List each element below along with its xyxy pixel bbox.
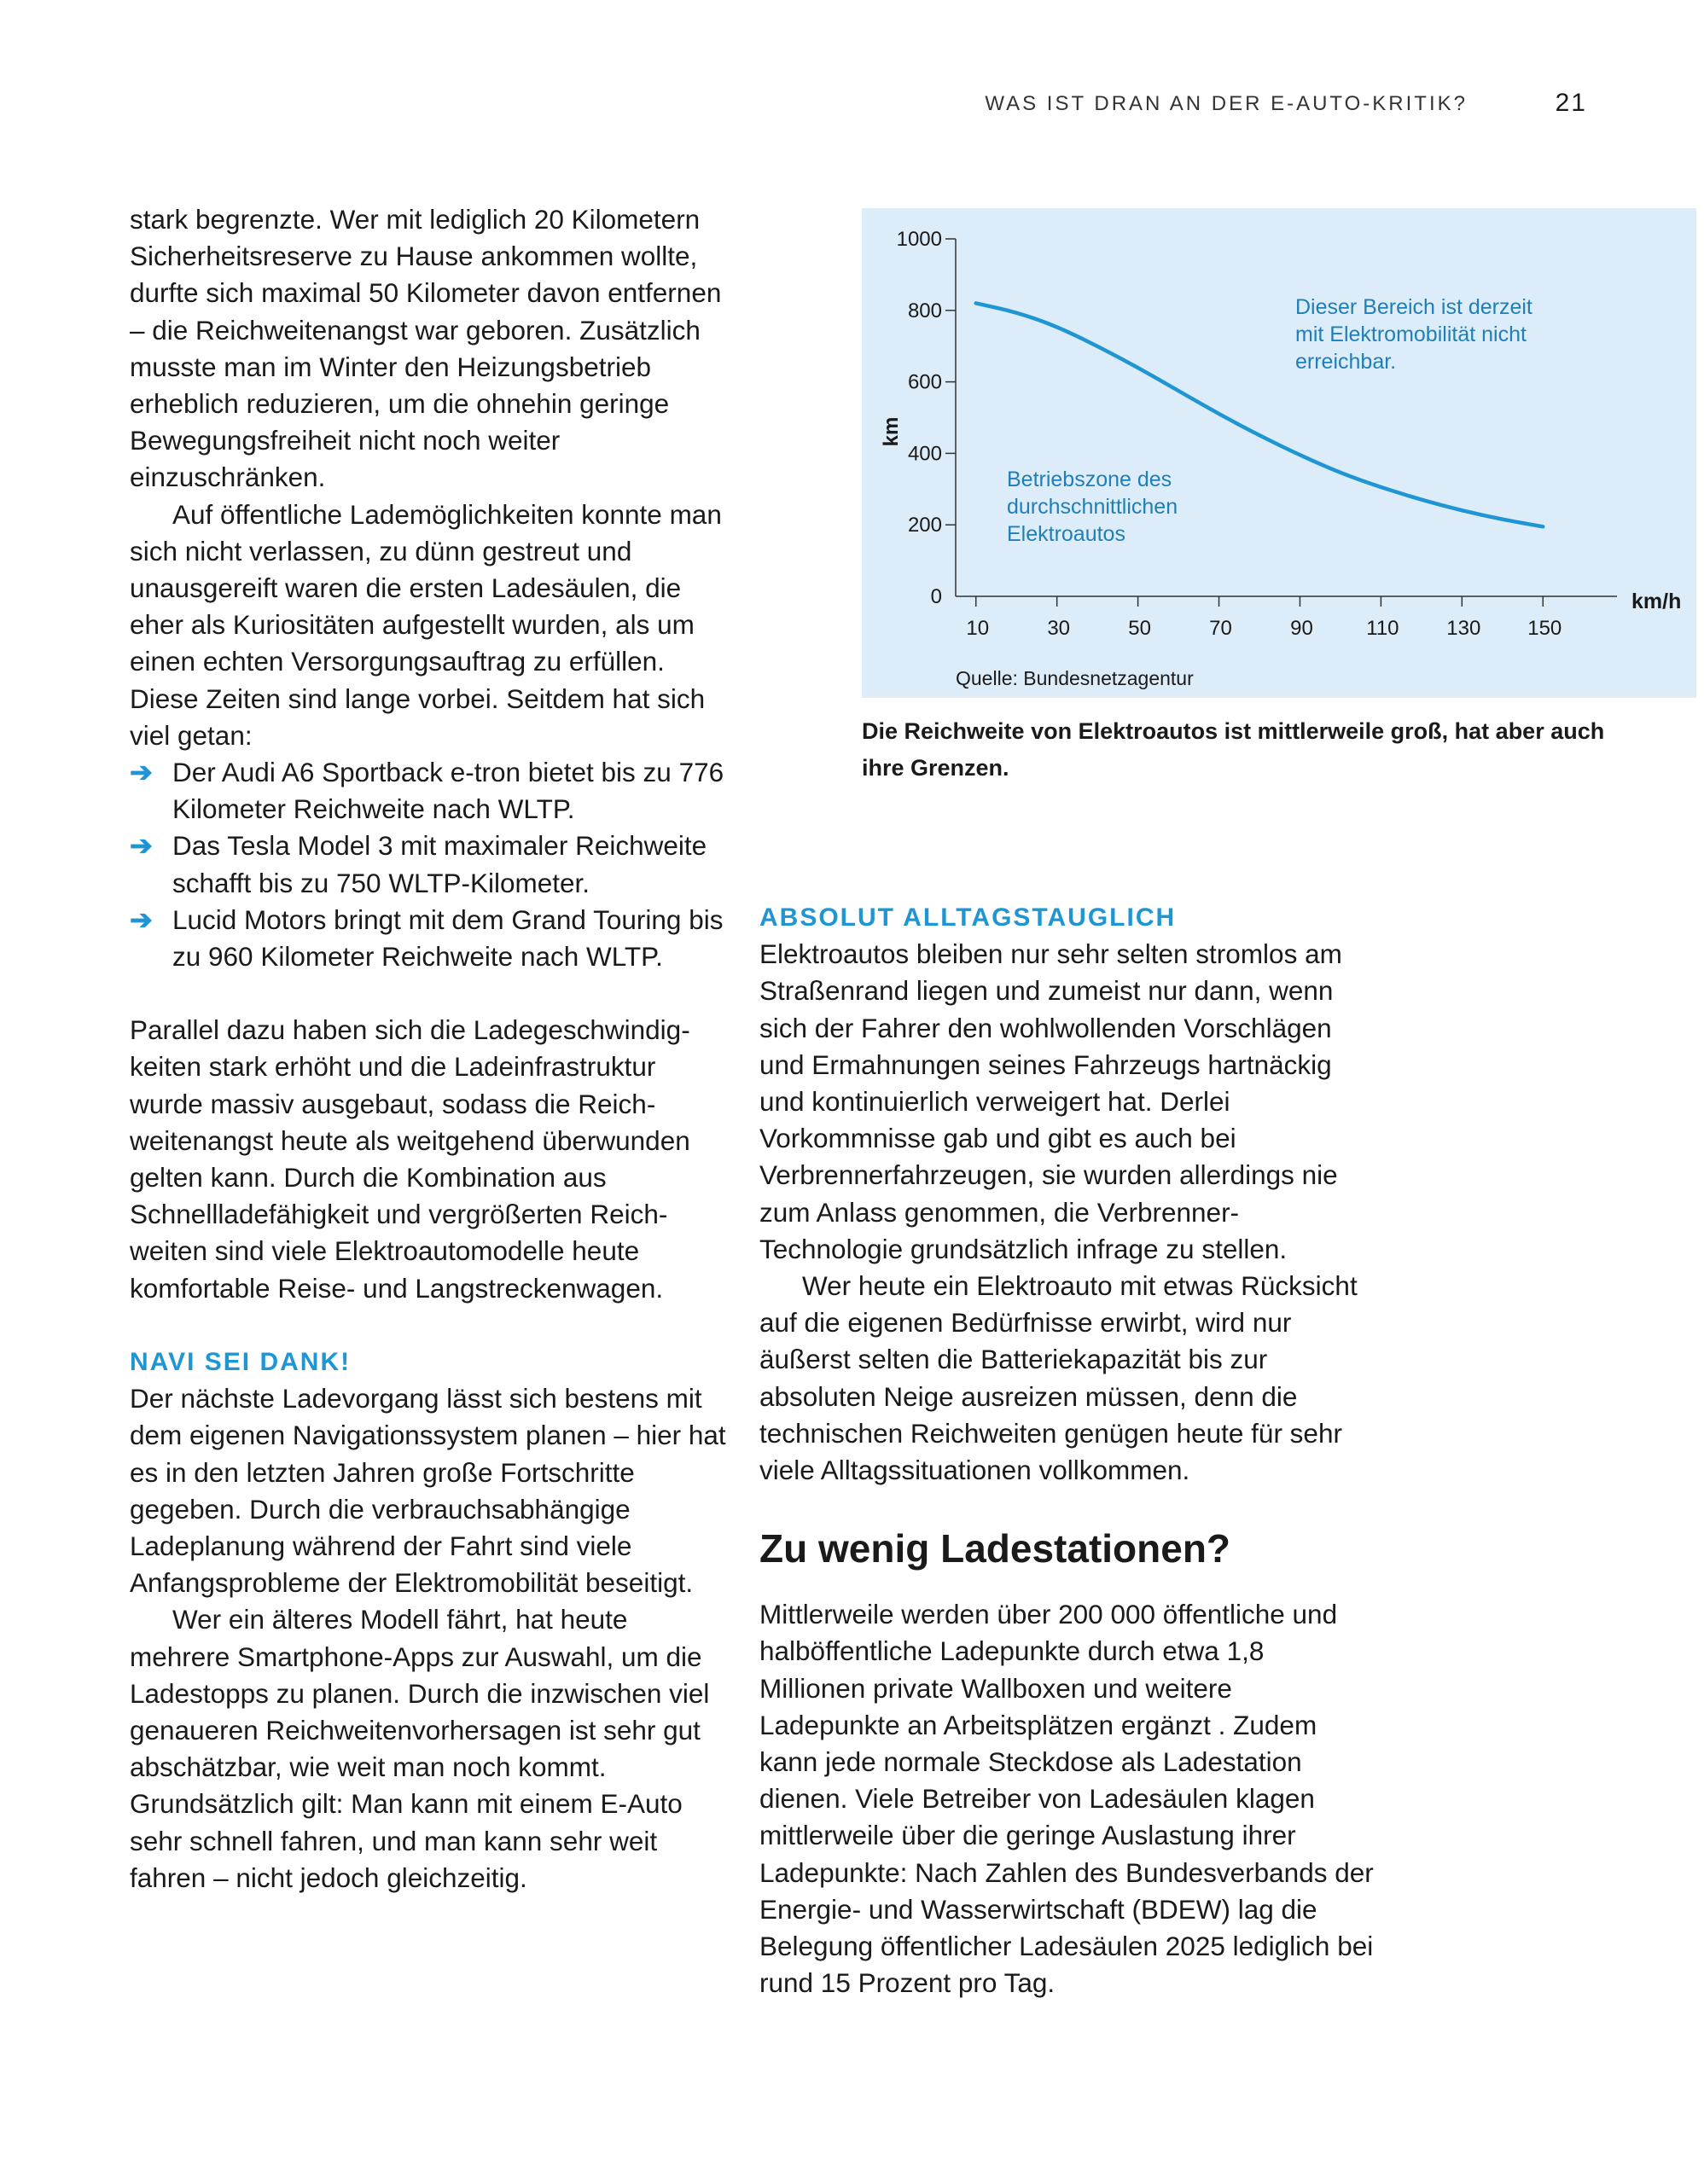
- y-axis-label: km: [880, 416, 903, 447]
- right-column: [759, 899, 1374, 2001]
- paragraph: Der nächste Ladevorgang lässt sich bestens mit dem eigenen Navigationssystem planen – hier hat es in den letzten Jahren große Fortschritte gegeben. Durch die verbrauchsabhängige Ladeplanung während der Fahrt sind viele Anfangsprobleme der Elektromobilität beseitigt.: [130, 1383, 726, 1599]
- y-tick-label: 0: [930, 585, 942, 608]
- subheading: ABSOLUT ALLTAGSTAUGLICH: [759, 903, 1177, 932]
- x-tick-label: 30: [1047, 617, 1071, 640]
- arrow-right-icon: ➔: [130, 903, 153, 935]
- y-tick-label: 800: [907, 299, 942, 322]
- list-item: [130, 902, 727, 975]
- section-heading: Zu wenig Ladestationen?: [759, 1526, 1231, 1571]
- y-tick-label: 1000: [896, 228, 942, 251]
- list-item-text: Das Tesla Model 3 mit maximaler Reichweite schafft bis zu 750 WLTP-Kilometer.: [172, 830, 707, 898]
- annotation-operating-zone: [1007, 468, 1178, 546]
- x-tick-label: 90: [1290, 617, 1313, 640]
- x-tick-label: 130: [1446, 617, 1481, 640]
- paragraph: Wer heute ein Elektroauto mit etwas Rücksicht auf die eigenen Bedürfnisse erwirbt, wird nur äußerst selten die Batteriekapazität bis zur absoluten Neige ausreizen müssen, denn die technischen Reichweiten genügen heute für sehr viele Alltagssituationen vollkommen.: [759, 1270, 1358, 1486]
- arrow-right-icon: ➔: [130, 830, 153, 862]
- x-tick-label: 150: [1527, 617, 1562, 640]
- annotation-line: mit Elektromobilität nicht: [1295, 322, 1527, 346]
- annotation-line: Betriebszone des: [1007, 468, 1172, 491]
- annotation-line: durchschnittlichen: [1007, 495, 1178, 519]
- x-tick-label: 110: [1366, 617, 1399, 640]
- x-tick-label: 70: [1209, 617, 1232, 640]
- annotation-line: Elektroautos: [1007, 522, 1125, 546]
- paragraph: Parallel dazu haben sich die Ladegeschwindigkeiten stark erhöht und die Ladeinfrastruktur wurde massiv ausgebaut, sodass die Reichweitenangst heute als weitgehend überwunden gelten kann. Durch die Kombination aus Schnellladefähigkeit und vergrößerten Reichweiten sind viele Elektroautomodelle heute komfortable Reise- und Langstreckenwagen.: [130, 1014, 690, 1304]
- subheading: NAVI SEI DANK!: [130, 1347, 352, 1376]
- page-number: 21: [1555, 89, 1587, 117]
- list-item: [130, 828, 727, 901]
- y-tick-label: 600: [907, 370, 942, 394]
- annotation-line: Dieser Bereich ist derzeit: [1295, 295, 1532, 319]
- x-tick-label: 50: [1128, 617, 1151, 640]
- list-item-text: Lucid Motors bringt mit dem Grand Touring bis zu 960 Kilometer Reichweite nach WLTP.: [172, 903, 724, 973]
- figure-caption: Die Reichweite von Elektroautos ist mittlerweile groß, hat aber auch ihre Grenzen.: [862, 718, 1605, 781]
- arrow-right-icon: ➔: [130, 757, 153, 788]
- left-column: [130, 201, 727, 1896]
- chart-svg: [862, 208, 1696, 698]
- paragraph: Wer ein älteres Modell fährt, hat heute mehrere Smartphone-Apps zur Auswahl, um die Ladestopps zu planen. Durch die inzwischen viel genaueren Reichweitenvorhersagen ist sehr gut abschätzbar, wie weit man noch kommt. Grundsätzlich gilt: Man kann mit einem E-Auto sehr schnell fahren, und man kann sehr weit fahren – nicht jedoch gleichzeitig.: [130, 1604, 710, 1893]
- running-head: WAS IST DRAN AN DER E-AUTO-KRITIK?: [985, 92, 1468, 115]
- list-item-text: Der Audi A6 Sportback e-tron bietet bis zu 776 Kilometer Reichweite nach WLTP.: [172, 757, 724, 825]
- paragraph: Elektroautos bleiben nur sehr selten stromlos am Straßenrand liegen und zumeist nur dann, wenn sich der Fahrer den wohlwollenden Vorschlägen und Ermahnungen seines Fahrzeugs hartnäckig und kontinuierlich verweigert hat. Derlei Vorkommnisse gab und gibt es auch bei Verbrennerfahrzeugen, sie wurden allerdings nie zum Anlass genommen, die Verbrenner-Technologie grundsätzlich infrage zu stellen.: [759, 938, 1342, 1264]
- y-tick-label: 400: [907, 442, 942, 466]
- x-tick-label: 10: [966, 617, 990, 640]
- paragraph: Auf öffentliche Lademöglichkeiten konnte man sich nicht verlassen, zu dünn gestreut und unausgereift waren die ersten Ladesäulen, die eher als Kuriositäten aufgestellt wurden, als um einen echten Versorgungsauftrag zu erfüllen. Diese Zeiten sind lange vorbei. Seitdem hat sich viel getan:: [130, 498, 722, 751]
- bullet-list: [130, 754, 727, 975]
- annotation-unreachable: [1295, 295, 1532, 374]
- annotation-line: erreichbar.: [1295, 350, 1397, 374]
- chart-source: Quelle: Bundesnetzagentur: [956, 667, 1194, 689]
- x-axis-label: km/h: [1631, 590, 1682, 613]
- y-tick-label: 200: [907, 514, 942, 537]
- range-chart: [862, 208, 1696, 698]
- paragraph: stark begrenzte. Wer mit lediglich 20 Kilometern Sicherheitsreserve zu Hause ankommen wollte, durfte sich maximal 50 Kilometer davon entfernen – die Reichweitenangst war geboren. Zusätzlich musste man im Winter den Heizungsbetrieb erheblich reduzieren, um die ohnehin geringe Bewegungsfreiheit nicht noch weiter einzuschränken.: [130, 204, 722, 493]
- paragraph: Mittlerweile werden über 200 000 öffentliche und halböffentliche Ladepunkte durch etwa 1,8 Millionen private Wallboxen und weitere Ladepunkte an Arbeitsplätzen ergänzt . Zudem kann jede normale Steckdose als Ladestation dienen. Viele Betreiber von Ladesäulen klagen mittlerweile über die geringe Auslastung ihrer Ladepunkte: Nach Zahlen des Bundesverbands der Energie- und Wasserwirtschaft (BDEW) lag die Belegung öffentlicher Ladesäulen 2025 lediglich bei rund 15 Prozent pro Tag.: [759, 1599, 1374, 1999]
- list-item: [130, 754, 727, 828]
